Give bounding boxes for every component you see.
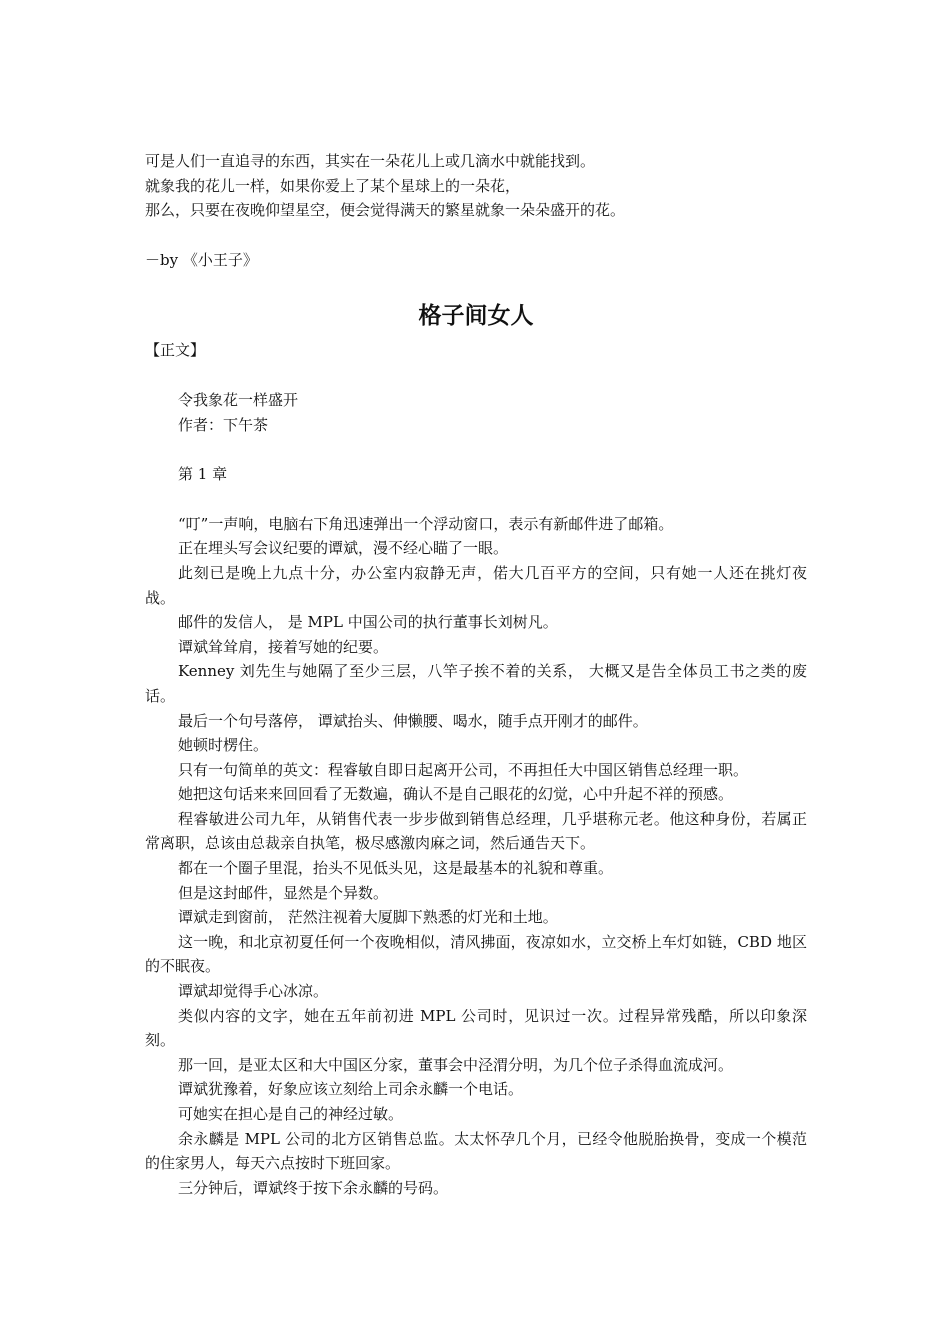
spacer	[145, 487, 807, 512]
epigraph-line: 就象我的花儿一样，如果你爱上了某个星球上的一朵花，	[145, 176, 521, 195]
paragraph: 那一回，是亚太区和大中国区分家，董事会中泾渭分明，为几个位子杀得血流成河。	[178, 1055, 734, 1074]
paragraph: 三分钟后，谭斌终于按下余永麟的号码。	[178, 1178, 449, 1197]
paragraph: 谭斌却觉得手心冰凉。	[178, 982, 329, 1001]
epigraph-line: 那么，只要在夜晚仰望星空，便会觉得满天的繁星就象一朵朵盛开的花。	[145, 201, 626, 220]
spacer	[145, 437, 807, 462]
paragraph: 谭斌耸耸肩，接着写她的纪要。	[178, 637, 389, 656]
paragraph: 程睿敏进公司九年，从销售代表一步步做到销售总经理，几乎堪称元老。他这种身份，若属正常离职，总该由总裁亲自执笔，极尽感激肉麻之词，然后通告天下。	[145, 809, 807, 853]
book-name: 令我象花一样盛开	[178, 390, 299, 409]
paragraph: 邮件的发信人， 是 MPL 中国公司的执行董事长刘树凡。	[178, 613, 558, 632]
epigraph-line: 可是人们一直追寻的东西，其实在一朵花儿上或几滴水中就能找到。	[145, 152, 596, 170]
document-title: 格子间女人	[418, 303, 534, 330]
epigraph-attribution: －by 《小王子》	[145, 250, 258, 269]
paragraph: 只有一句简单的英文：程睿敏自即日起离开公司，不再担任大中国区销售总经理一职。	[178, 760, 749, 779]
epigraph	[145, 149, 807, 272]
paragraph: 她顿时楞住。	[178, 736, 269, 755]
paragraph: “叮”一声响，电脑右下角迅速弹出一个浮动窗口，表示有新邮件进了邮箱。	[178, 514, 674, 533]
paragraph: 类似内容的文字，她在五年前初进 MPL 公司时，见识过一次。过程异常残酷，所以印象深刻。	[145, 1006, 807, 1050]
chapter-text	[145, 512, 807, 1201]
paragraph: 此刻已是晚上九点十分，办公室内寂静无声，偌大几百平方的空间，只有她一人还在挑灯夜战。	[145, 563, 807, 607]
chapter-heading: 第 1 章	[178, 465, 228, 484]
paragraph: 余永麟是 MPL 公司的北方区销售总监。太太怀孕几个月，已经令他脱胎换骨，变成一个模范的住家男人，每天六点按时下班回家。	[145, 1129, 807, 1173]
document-body	[145, 149, 807, 1200]
paragraph: 都在一个圈子里混，抬头不见低头见，这是最基本的礼貌和尊重。	[178, 859, 614, 878]
spacer	[145, 363, 807, 388]
paragraph: 最后一个句号落停， 谭斌抬头、伸懒腰、喝水，随手点开刚才的邮件。	[178, 711, 648, 730]
section-label: 【正文】	[145, 341, 206, 360]
paragraph: 这一晚，和北京初夏任何一个夜晚相似，清风拂面，夜凉如水，立交桥上车灯如链，CBD 地区的不眠夜。	[145, 932, 807, 976]
paragraph: 可她实在担心是自己的神经过敏。	[178, 1105, 404, 1123]
paragraph: 正在埋头写会议纪要的谭斌，漫不经心瞄了一眼。	[178, 539, 509, 558]
paragraph: 但是这封邮件，显然是个异数。	[178, 883, 389, 902]
paragraph: Kenney 刘先生与她隔了至少三层，八竿子挨不着的关系， 大概又是告全体员工书之类的废话。	[145, 662, 807, 705]
paragraph: 她把这句话来来回回看了无数遍，确认不是自己眼花的幻觉，心中升起不祥的预感。	[178, 785, 734, 804]
book-author: 作者：下午茶	[178, 415, 269, 434]
spacer	[145, 223, 807, 248]
paragraph: 谭斌犹豫着，好象应该立刻给上司余永麟一个电话。	[178, 1080, 524, 1099]
paragraph: 谭斌走到窗前， 茫然注视着大厦脚下熟悉的灯光和土地。	[178, 908, 558, 927]
